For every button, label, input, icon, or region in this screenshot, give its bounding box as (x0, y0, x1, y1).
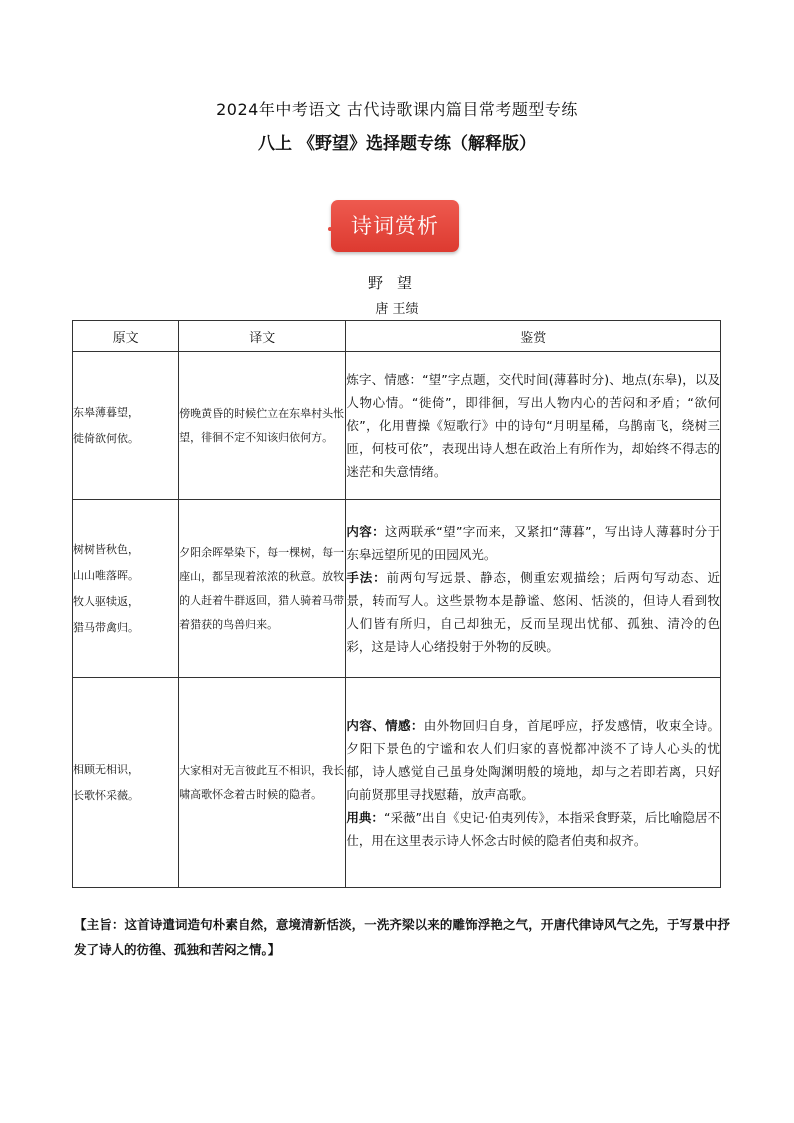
original-line: 牧人驱犊返， (73, 594, 139, 608)
badge-dot-icon (328, 227, 332, 231)
section-badge-wrap (331, 200, 459, 252)
translation-cell: 夕阳余晖晕染下，每一棵树，每一座山，都呈现着浓浓的秋意。放牧的人赶着牛群返回，猎人骑着马带着猎获的鸟兽归来。 (179, 500, 346, 678)
original-line: 树树皆秋色， (73, 542, 139, 556)
header-original: 原文 (73, 321, 179, 352)
original-line: 东皋薄暮望， (73, 405, 139, 419)
appreciation-label: 内容、情感： (346, 717, 424, 733)
appreciation-text: “采薇”出自《史记·伯夷列传》，本指采食野菜，后比喻隐居不仕，用在这里表示诗人怀念古时候的隐者伯夷和叔齐。 (346, 809, 720, 848)
appreciation-paragraph (346, 714, 720, 806)
appreciation-text: 由外物回归自身，首尾呼应，抒发感情，收束全诗。夕阳下景色的宁谧和农人们归家的喜悦都冲淡不了诗人心头的忧郁，诗人感觉自己虽身处陶渊明般的境地，却与之若即若离，只好向前贤那里寻找慰藉，放声高歌。 (346, 717, 720, 802)
theme-summary: 【主旨：这首诗遣词造句朴素自然，意境清新恬淡，一洗齐梁以来的雕饰浮艳之气，开唐代律诗风气之先，于写景中抒发了诗人的彷徨、孤独和苦闷之情。】 (74, 917, 730, 957)
appreciation-paragraph (346, 806, 720, 852)
header-appreciation: 鉴赏 (346, 321, 721, 352)
appreciation-label: 内容： (346, 523, 385, 539)
appreciation-cell (346, 678, 721, 888)
appreciation-paragraph (346, 566, 720, 658)
original-line: 猎马带禽归。 (73, 620, 139, 634)
appreciation-label: 用典： (346, 809, 384, 825)
page-title: 2024年中考语文 古代诗歌课内篇目常考题型专练 (216, 100, 578, 119)
table-row (73, 678, 721, 888)
translation-cell: 大家相对无言彼此互不相识，我长啸高歌怀念着古时候的隐者。 (179, 678, 346, 888)
poem-author: 唐 王绩 (375, 302, 419, 317)
original-cell (73, 500, 179, 678)
appreciation-text: 前两句写远景、静态，侧重宏观描绘；后两句写动态、近景，转而写人。这些景物本是静谧、悠闲、恬淡的，但诗人看到牧人们皆有所归，自己却独无，反而呈现出忧郁、孤独、清冷的色彩，这是诗人心绪投射于外物的反映。 (346, 569, 720, 654)
section-badge: 诗词赏析 (331, 200, 459, 252)
header-translation: 译文 (179, 321, 346, 352)
appreciation-paragraph (346, 520, 720, 566)
page-subtitle: 八上 《野望》选择题专练（解释版） (258, 134, 536, 154)
table-row (73, 500, 721, 678)
original-cell (73, 352, 179, 500)
appreciation-label: 手法： (346, 569, 387, 585)
original-line: 徙倚欲何依。 (73, 431, 139, 445)
original-cell (73, 678, 179, 888)
appreciation-cell (346, 352, 721, 500)
table-row (73, 352, 721, 500)
original-line: 山山唯落晖。 (73, 568, 139, 582)
appreciation-text: 这两联承“望”字而来，又紧扣“薄暮”，写出诗人薄暮时分于东皋远望所见的田园风光。 (346, 523, 720, 562)
translation-cell: 傍晚黄昏的时候伫立在东皋村头怅望，徘徊不定不知该归依何方。 (179, 352, 346, 500)
poem-analysis-table (72, 320, 721, 888)
original-line: 长歌怀采薇。 (73, 788, 139, 802)
appreciation-text: 炼字、情感：“望”字点题，交代时间(薄暮时分)、地点(东皋)，以及人物心情。“徙倚”，即徘徊，写出人物内心的苦闷和矛盾；“欲何依”，化用曹操《短歌行》中的诗句“月明星稀，乌鹊南飞，绕树三匝，何枝可依”，表现出诗人想在政治上有所作为，却始终不得志的迷茫和失意情绪。 (346, 372, 720, 479)
table-header-row (73, 321, 721, 352)
original-line: 相顾无相识， (73, 762, 139, 776)
appreciation-cell (346, 500, 721, 678)
poem-title: 野望 (367, 274, 426, 292)
